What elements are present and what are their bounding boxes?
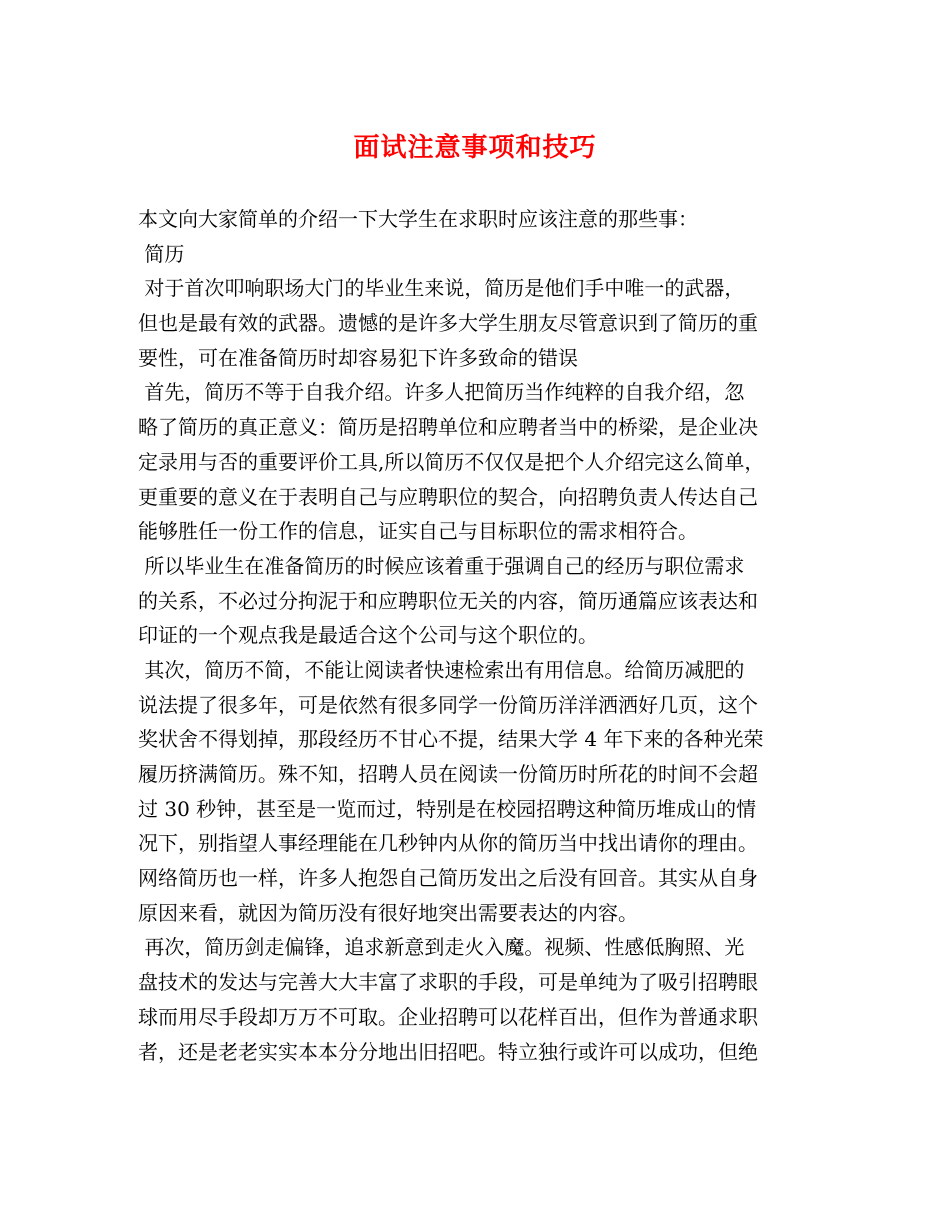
section-heading-resume: 简历 [138, 241, 185, 266]
text-line: 对于首次叩响职场大门的毕业生来说，简历是他们手中唯一的武器， [138, 276, 745, 301]
document-title: 面试注意事项和技巧 [353, 133, 597, 163]
document-body [138, 202, 818, 1069]
text-line: 球而用尽手段却万万不可取。企业招聘可以花样百出，但作为普通求职 [138, 1004, 758, 1029]
text-line: 能够胜任一份工作的信息，证实自己与目标职位的需求相符合。 [138, 519, 698, 544]
text-line: 说法提了很多年，可是依然有很多同学一份简历洋洋洒洒好几页，这个 [138, 692, 758, 717]
text-line: 原因来看，就因为简历没有很好地突出需要表达的内容。 [138, 900, 638, 925]
text-line: 略了简历的真正意义：简历是招聘单位和应聘者当中的桥梁，是企业决 [138, 415, 758, 440]
text-line: 者，还是老老实实本本分分地出旧招吧。特立独行或许可以成功，但绝 [138, 1039, 758, 1064]
text-line: 印证的一个观点我是最适合这个公司与这个职位的。 [138, 623, 598, 648]
text-line: 定录用与否的重要评价工具,所以简历不仅仅是把个人介绍完这么简单， [138, 449, 765, 474]
text-line: 况下，别指望人事经理能在几秒钟内从你的简历当中找出请你的理由。 [138, 831, 758, 856]
text-line: 奖状舍不得划掉，那段经历不甘心不提，结果大学 4 年下来的各种光荣 [138, 727, 764, 752]
text-line: 的关系，不必过分拘泥于和应聘职位无关的内容，简历通篇应该表达和 [138, 588, 758, 613]
text-line: 本文向大家简单的介绍一下大学生在求职时应该注意的那些事： [138, 207, 698, 231]
text-line: 再次，简历剑走偏锋，追求新意到走火入魔。视频、性感低胸照、光 [138, 935, 745, 960]
text-line: 更重要的意义在于表明自己与应聘职位的契合，向招聘负责人传达自己 [138, 484, 758, 509]
text-line: 履历挤满简历。殊不知，招聘人员在阅读一份简历时所花的时间不会超 [138, 762, 758, 786]
text-line: 网络简历也一样，许多人抱怨自己简历发出之后没有回音。其实从自身 [138, 866, 758, 891]
text-line: 盘技术的发达与完善大大丰富了求职的手段，可是单纯为了吸引招聘眼 [138, 970, 758, 995]
text-line: 要性，可在准备简历时却容易犯下许多致命的错误 [138, 345, 578, 370]
text-line: 首先，简历不等于自我介绍。许多人把简历当作纯粹的自我介绍，忽 [138, 380, 745, 405]
text-line: 但也是最有效的武器。遗憾的是许多大学生朋友尽管意识到了简历的重 [138, 311, 758, 336]
text-line: 过 30 秒钟，甚至是一览而过，特别是在校园招聘这种简历堆成山的情 [138, 796, 757, 821]
text-line: 所以毕业生在准备简历的时候应该着重于强调自己的经历与职位需求 [138, 553, 745, 578]
text-line: 其次，简历不简，不能让阅读者快速检索出有用信息。给简历减肥的 [138, 657, 745, 682]
